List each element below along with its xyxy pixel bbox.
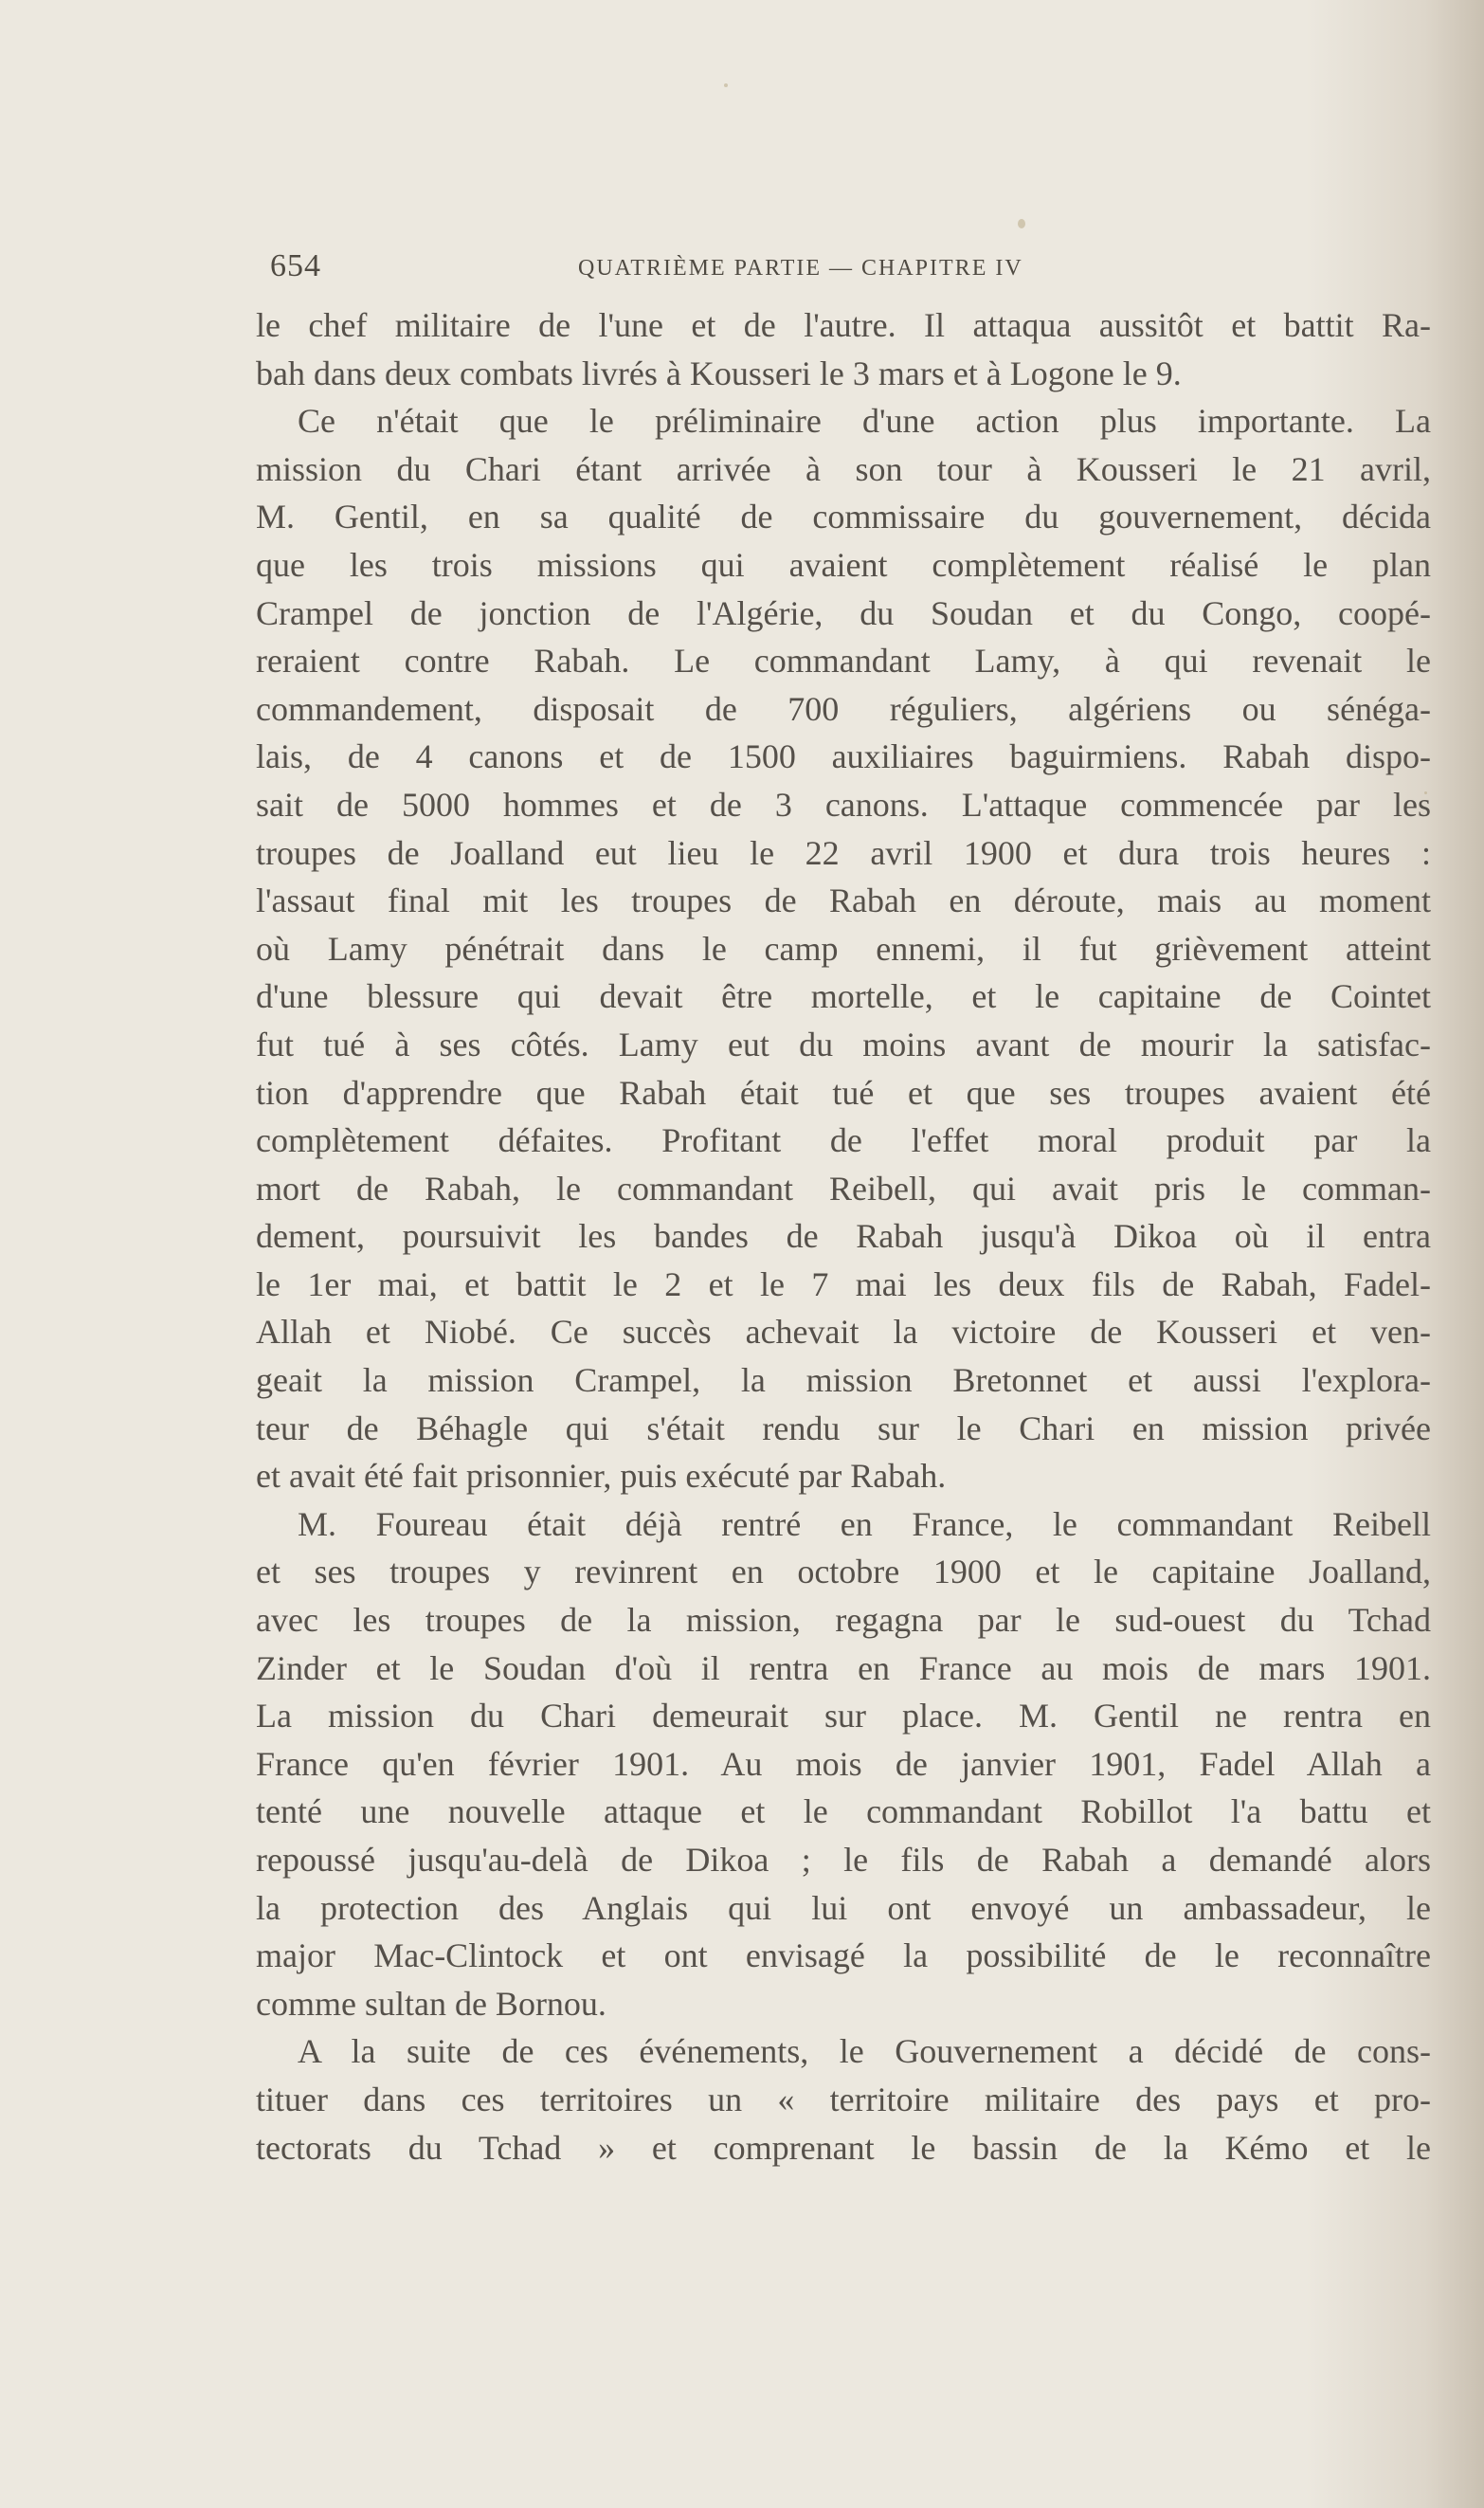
body-text: [256, 301, 1431, 2172]
text-line: le chef militaire de l'une et de l'autre. Il attaqua aussitôt et battit Ra-: [256, 306, 1431, 344]
text-line: bah dans deux combats livrés à Kousseri le 3 mars et à Logone le 9.: [256, 354, 1182, 392]
text-line: lais, de 4 canons et de 1500 auxiliaires baguirmiens. Rabah dispo-: [256, 737, 1431, 776]
text-line: tectorats du Tchad » et comprenant le bassin de la Kémo et le: [256, 2128, 1431, 2167]
text-line: l'assaut final mit les troupes de Rabah en déroute, mais au moment: [256, 881, 1431, 920]
text-line: Allah et Niobé. Ce succès achevait la victoire de Kousseri et ven-: [256, 1313, 1431, 1352]
text-line: A la suite de ces événements, le Gouvernement a décidé de cons-: [298, 2032, 1431, 2071]
text-line: fut tué à ses côtés. Lamy eut du moins avant de mourir la satisfac-: [256, 1025, 1431, 1063]
chapter-title: QUATRIÈME PARTIE — CHAPITRE IV: [578, 256, 1023, 281]
text-line: geait la mission Crampel, la mission Bretonnet et aussi l'explora-: [256, 1361, 1431, 1400]
text-line: mort de Rabah, le commandant Reibell, qui avait pris le comman-: [256, 1169, 1431, 1208]
text-line: Ce n'était que le préliminaire d'une action plus importante. La: [298, 402, 1431, 441]
text-line: et avait été fait prisonnier, puis exécuté par Rabah.: [256, 1457, 947, 1496]
text-line: et ses troupes y revinrent en octobre 1900 et le capitaine Joalland,: [256, 1553, 1431, 1591]
text-line: complètement défaites. Profitant de l'effet moral produit par la: [256, 1121, 1431, 1160]
text-line: avec les troupes de la mission, regagna par le sud-ouest du Tchad: [256, 1601, 1431, 1640]
page-number: 654: [270, 248, 321, 283]
running-head: [270, 248, 1440, 286]
text-line: que les trois missions qui avaient complètement réalisé le plan: [256, 545, 1431, 584]
page-speck: [1018, 219, 1025, 228]
text-line: reraient contre Rabah. Le commandant Lamy, à qui revenait le: [256, 642, 1431, 681]
text-line: Zinder et le Soudan d'où il rentra en France au mois de mars 1901.: [256, 1648, 1431, 1687]
text-line: Crampel de jonction de l'Algérie, du Soudan et du Congo, coopé-: [256, 593, 1431, 632]
text-line: M. Gentil, en sa qualité de commissaire du gouvernement, décida: [256, 498, 1431, 536]
page-speck: [724, 83, 728, 87]
text-line: la protection des Anglais qui lui ont envoyé un ambassadeur, le: [256, 1888, 1431, 1927]
text-line: repoussé jusqu'au-delà de Dikoa ; le fils de Rabah a demandé alors: [256, 1841, 1431, 1879]
text-line: commandement, disposait de 700 réguliers, algériens ou sénéga-: [256, 689, 1431, 728]
text-line: tenté une nouvelle attaque et le commandant Robillot l'a battu et: [256, 1792, 1431, 1831]
text-line: dement, poursuivit les bandes de Rabah jusqu'à Dikoa où il entra: [256, 1217, 1431, 1256]
text-line: La mission du Chari demeurait sur place. M. Gentil ne rentra en: [256, 1697, 1431, 1736]
text-line: teur de Béhagle qui s'était rendu sur le Chari en mission privée: [256, 1408, 1431, 1447]
text-line: tion d'apprendre que Rabah était tué et que ses troupes avaient été: [256, 1073, 1431, 1112]
text-line: sait de 5000 hommes et de 3 canons. L'attaque commencée par les: [256, 785, 1431, 824]
text-line: troupes de Joalland eut lieu le 22 avril 1900 et dura trois heures :: [256, 833, 1431, 872]
text-line: France qu'en février 1901. Au mois de janvier 1901, Fadel Allah a: [256, 1744, 1431, 1783]
text-line: major Mac-Clintock et ont envisagé la possibilité de le reconnaître: [256, 1936, 1431, 1975]
text-line: mission du Chari étant arrivée à son tour à Kousseri le 21 avril,: [256, 449, 1431, 488]
text-line: comme sultan de Bornou.: [256, 1984, 606, 2023]
text-line: d'une blessure qui devait être mortelle, et le capitaine de Cointet: [256, 977, 1431, 1016]
text-line: M. Foureau était déjà rentré en France, le commandant Reibell: [298, 1504, 1431, 1543]
text-line: où Lamy pénétrait dans le camp ennemi, il fut grièvement atteint: [256, 929, 1431, 968]
text-line: le 1er mai, et battit le 2 et le 7 mai les deux fils de Rabah, Fadel-: [256, 1264, 1431, 1303]
text-line: tituer dans ces territoires un « territoire militaire des pays et pro-: [256, 2080, 1431, 2118]
